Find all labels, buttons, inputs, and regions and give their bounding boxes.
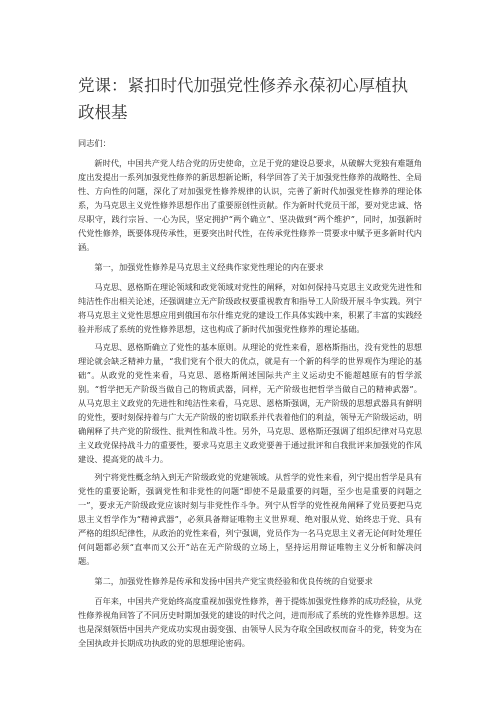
paragraph-marx-engels-theory: 马克思、恩格斯在理论领域和政党领域对党性的阐释，对如何保持马克思主义政党先进性和纯洁性作出相关论述，还强调建立无产阶级政权要重视教育和指导工人阶级开展斗争实践。列宁将马克思主义党性思想应用到俄国布尔什维克党的建设工作具体实践中来，积累了丰富的实践经验并形成了系统的党性修养思想，这也构成了新时代加强党性修养的理论基础。 (78, 282, 422, 334)
document-title: 党课：紧扣时代加强党性修养永葆初心厚植执政根基 (78, 76, 408, 122)
salutation: 同志们： (78, 138, 111, 148)
paragraph-party-principles: 马克思、恩格斯确立了党性的基本原则。从理论的党性来看，恩格斯指出，没有党性的思想理论就会缺乏精神力量，“我们党有个很大的优点，就是有一个新的科学的世界观作为理论的基础”。从政党的党性来看，马克思、恩格斯阐述国际共产主义运动史不能超越原有的哲学派别。“哲学把无产阶级当做自己的物质武器，同样，无产阶级也把哲学当做自己的精神武器”。从马克思主义政党的先进性和纯洁性来看，马克思、恩格斯强调，无产阶级的思想武器具有鲜明的党性，要时刻保持着与广大无产阶级的密切联系并代表着他们的利益，领导无产阶级运动，明确阐释了共产党的阶级性、批判性和战斗性。另外，马克思、恩格斯还强调了组织纪律对马克思主义政党保持战斗力的重要性，要求马克思主义政党要善于通过批评和自我批评来加强党的作风建设、提高党的战斗力。 (78, 342, 422, 464)
document-page (78, 72, 422, 654)
section-heading-1: 第一，加强党性修养是马克思主义经典作家党性理论的内在要求 (94, 262, 324, 272)
paragraph-lenin: 列宁将党性概念纳入到无产阶级政党的党建领域。从哲学的党性来看，列宁提出哲学是具有党性的重要论断，强调党性和非党性的问题“即使不是最重要的问题，至少也是重要的问题之一”，要求无产阶级政党应该时刻与非党性作斗争。列宁从哲学的党性视角阐释了党员要把马克思主义哲学作为“精神武器”，必须具备辩证唯物主义世界观、绝对服从党、始终忠于党、具有严格的组织纪律性，从政治的党性来看，列宁强调，党员作为一名马克思主义者无论何时处理任何问题都必须“直率而又公开”站在无产阶级的立场上，坚持运用辩证唯物主义分析和解决问题。 (78, 472, 422, 566)
paragraph-intro: 新时代，中国共产党人结合党的历史使命，立足于党的建设总要求，从破解大党独有难题角度出发提出一系列加强党性修养的新思想新论断，科学回答了关于加强党性修养的战略性、全局性、方向性的问题，深化了对加强党性修养规律的认识，完善了新时代加强党性修养的理论体系，为马克思主义党性修养思想作出了重要原创性贡献。作为新时代党员干部，要对党忠诚、恪尽职守，践行宗旨、一心为民，坚定拥护“两个确立”、坚决做到“两个维护”，同时，加强新时代党性修养，既要体现传承性，更要突出时代性，在传承党性修养一贯要求中赋予更多新时代内涵。 (78, 158, 422, 252)
section-heading-2: 第二，加强党性修养是传承和发扬中国共产党宝贵经验和优良传统的自觉要求 (94, 576, 373, 586)
paragraph-centenary: 百年来，中国共产党始终高度重视加强党性修养，善于提炼加强党性修养的成功经验，从党性修养视角回答了不同历史时期加强党的建设的时代之问，进而形成了系统的党性修养思想。这也是深刻领悟中国共产党成功实现由弱变强、由领导人民为夺取全国政权而奋斗的党，转变为在全国执政并长期成功执政的党的思想理论密码。 (78, 596, 422, 648)
